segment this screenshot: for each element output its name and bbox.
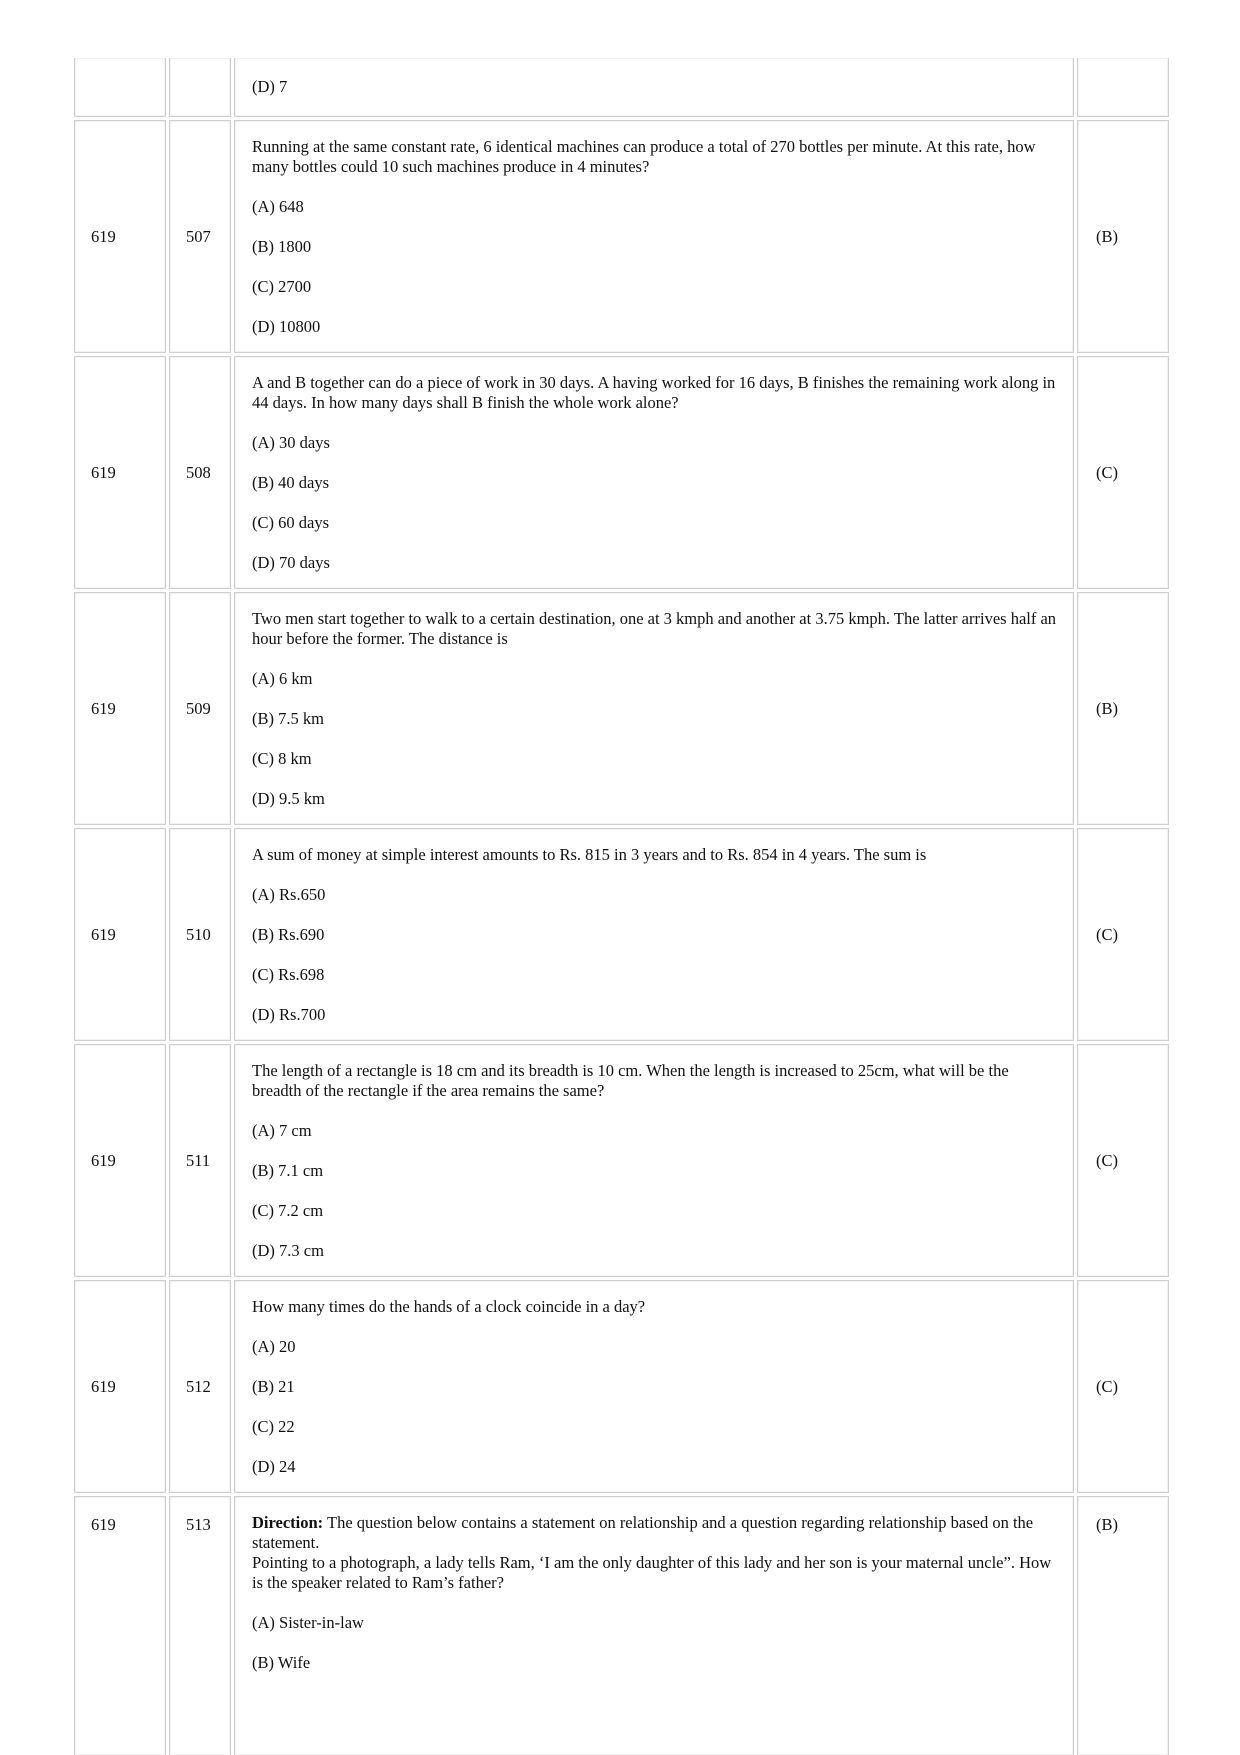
option-d: (D) 7.3 cm (252, 1240, 324, 1260)
question-cell (234, 58, 1074, 117)
answer-cell (1077, 592, 1169, 825)
question-number-cell (169, 592, 231, 825)
paper-code: 619 (91, 698, 116, 718)
question-text: How many times do the hands of a clock coincide in a day? (252, 1296, 646, 1316)
paper-code-cell (74, 1496, 166, 1755)
option-c: (C) Rs.698 (252, 964, 325, 984)
option-a: (A) Sister-in-law (252, 1613, 364, 1632)
paper-code: 619 (91, 462, 116, 482)
option-b: (B) 21 (252, 1376, 295, 1396)
question-text: Pointing to a photograph, a lady tells Ram, ‘I am the only daughter of this lady and her son is your maternal uncle”. How is the speaker related to Ram’s father? (252, 1553, 1052, 1592)
question-text: A sum of money at simple interest amounts to Rs. 815 in 3 years and to Rs. 854 in 4 years. The sum is (252, 844, 927, 864)
answer-cell (1077, 1044, 1169, 1277)
option-d: (D) 9.5 km (252, 788, 325, 808)
paper-code-cell (74, 356, 166, 589)
direction-text: Direction: The question below contains a statement on relationship and a question regarding relationship based on the statement. (252, 1513, 1034, 1552)
question-number-cell (169, 58, 231, 117)
question-number-cell (169, 1280, 231, 1493)
question-cell (234, 120, 1074, 353)
option-a: (A) 648 (252, 196, 304, 216)
question-number: 510 (186, 924, 211, 944)
answer-key: (C) (1096, 924, 1118, 944)
answer-key: (C) (1096, 462, 1118, 482)
paper-code-cell (74, 120, 166, 353)
question-text: Two men start together to walk to a certain destination, one at 3 kmph and another at 3.75 kmph. The latter arrives half an hour before the former. The distance is (252, 608, 1057, 648)
option-c: (C) 60 days (252, 512, 329, 532)
question-cell (234, 1280, 1074, 1493)
direction-label: Direction: (252, 1513, 324, 1532)
question-cell (234, 1496, 1074, 1755)
question-number: 511 (186, 1150, 211, 1170)
paper-code-cell (74, 1044, 166, 1277)
option-d: (D) Rs.700 (252, 1004, 326, 1024)
answer-key: (B) (1096, 1515, 1118, 1534)
question-number-cell (169, 120, 231, 353)
question-number: 512 (186, 1376, 211, 1396)
paper-code-cell (74, 1280, 166, 1493)
answer-cell (1077, 58, 1169, 117)
option-d: (D) 10800 (252, 316, 321, 336)
answer-key: (C) (1096, 1150, 1118, 1170)
option-b: (B) Wife (252, 1653, 311, 1672)
question-number-cell (169, 1496, 231, 1755)
answer-cell (1077, 1280, 1169, 1493)
option-d: (D) 70 days (252, 552, 330, 572)
option-d: (D) 7 (252, 77, 288, 96)
question-cell (234, 592, 1074, 825)
option-b: (B) 40 days (252, 472, 329, 492)
option-c: (C) 2700 (252, 276, 312, 296)
option-a: (A) 7 cm (252, 1120, 312, 1140)
answer-cell (1077, 120, 1169, 353)
paper-code-cell (74, 828, 166, 1041)
option-b: (B) 1800 (252, 236, 312, 256)
question-cell (234, 828, 1074, 1041)
answer-key: (B) (1096, 226, 1118, 246)
question-text: The length of a rectangle is 18 cm and its breadth is 10 cm. When the length is increased to 25cm, what will be the breadth of the rectangle if the area remains the same? (252, 1060, 1009, 1100)
question-text: Running at the same constant rate, 6 identical machines can produce a total of 270 bottles per minute. At this rate, how many bottles could 10 such machines produce in 4 minutes? (252, 136, 1036, 176)
question-number: 507 (186, 226, 211, 246)
question-text: A and B together can do a piece of work in 30 days. A having worked for 16 days, B finishes the remaining work along in 44 days. In how many days shall B finish the whole work alone? (252, 372, 1056, 412)
option-c: (C) 22 (252, 1416, 295, 1436)
option-a: (A) 20 (252, 1336, 296, 1356)
answer-key: (B) (1096, 698, 1118, 718)
option-c: (C) 8 km (252, 748, 312, 768)
question-number: 509 (186, 698, 211, 718)
question-cell (234, 1044, 1074, 1277)
paper-code: 619 (91, 1150, 116, 1170)
paper-code-cell (74, 592, 166, 825)
paper-code: 619 (91, 924, 116, 944)
paper-code-cell (74, 58, 166, 117)
answer-cell (1077, 356, 1169, 589)
question-number: 508 (186, 462, 211, 482)
option-b: (B) 7.1 cm (252, 1160, 324, 1180)
paper-code: 619 (91, 226, 116, 246)
option-d: (D) 24 (252, 1456, 296, 1476)
answer-cell (1077, 1496, 1169, 1755)
answer-cell (1077, 828, 1169, 1041)
question-number: 513 (186, 1515, 211, 1534)
option-a: (A) Rs.650 (252, 884, 326, 904)
answer-key: (C) (1096, 1376, 1118, 1396)
paper-code: 619 (91, 1515, 116, 1534)
question-cell (234, 356, 1074, 589)
question-number-cell (169, 1044, 231, 1277)
paper-code: 619 (91, 1376, 116, 1396)
question-number-cell (169, 828, 231, 1041)
option-b: (B) 7.5 km (252, 708, 324, 728)
option-c: (C) 7.2 cm (252, 1200, 324, 1220)
option-a: (A) 30 days (252, 432, 330, 452)
option-b: (B) Rs.690 (252, 924, 325, 944)
option-a: (A) 6 km (252, 668, 313, 688)
question-number-cell (169, 356, 231, 589)
